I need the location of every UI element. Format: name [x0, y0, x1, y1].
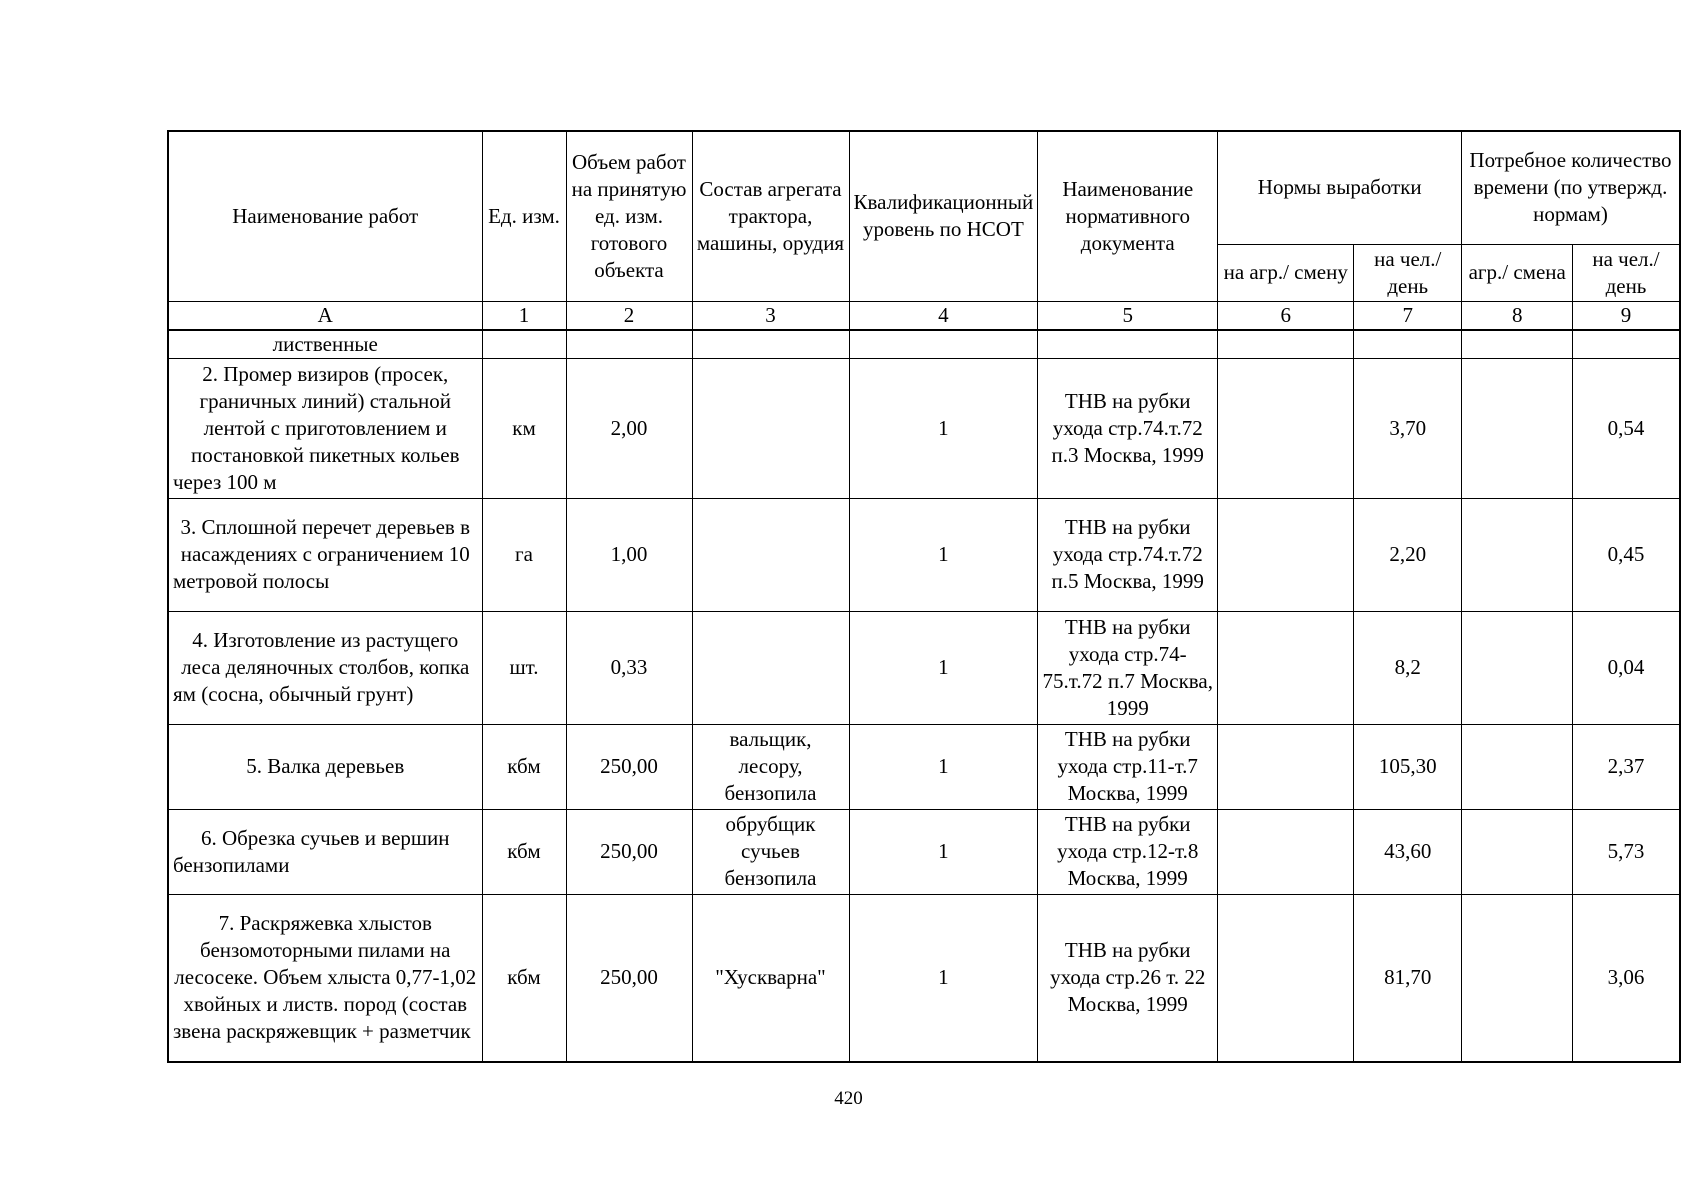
composition: "Хускварна" [692, 894, 849, 1062]
time-agr [1462, 358, 1573, 498]
work-name: лиственные [168, 330, 482, 359]
column-number-row [168, 301, 1680, 330]
norm-agr [1218, 611, 1354, 724]
qualification-level: 1 [849, 894, 1038, 1062]
unit: кбм [482, 809, 566, 894]
norm-agr [1218, 809, 1354, 894]
table-row [168, 330, 1680, 359]
qualification-level: 1 [849, 611, 1038, 724]
table-row [168, 498, 1680, 611]
work-name: 2. Промер визиров (просек, граничных линий) стальной лентой с приготовлением и постановкой пикетных кольев через 100 м [168, 358, 482, 498]
qualification-level: 1 [849, 358, 1038, 498]
column-number: 4 [849, 301, 1038, 330]
column-number: 7 [1354, 301, 1462, 330]
volume: 250,00 [566, 894, 692, 1062]
normative-document: ТНВ на рубки ухода стр.12-т.8 Москва, 1999 [1038, 809, 1218, 894]
norm-agr [1218, 724, 1354, 809]
normative-document: ТНВ на рубки ухода стр.74.т.72 п.3 Москва, 1999 [1038, 358, 1218, 498]
header-row-top [168, 131, 1680, 244]
norm-man: 3,70 [1354, 358, 1462, 498]
normative-document: ТНВ на рубки ухода стр.26 т. 22 Москва, 1999 [1038, 894, 1218, 1062]
header-work-name: Наименование работ [168, 131, 482, 301]
page-number: 420 [834, 1088, 863, 1109]
header-time-agr: агр./ смена [1462, 244, 1573, 301]
work-name: 7. Раскряжевка хлыстов бензомоторными пилами на лесосеке. Объем хлыста 0,77-1,02 хвойных и листв. пород (состав звена раскряжевщик + разметчик [168, 894, 482, 1062]
qualification-level: 1 [849, 809, 1038, 894]
norm-agr [1218, 894, 1354, 1062]
volume: 1,00 [566, 498, 692, 611]
table-row [168, 809, 1680, 894]
header-time-man: на чел./ день [1573, 244, 1680, 301]
column-number: 5 [1038, 301, 1218, 330]
time-agr [1462, 894, 1573, 1062]
norm-man: 105,30 [1354, 724, 1462, 809]
qualification-level: 1 [849, 498, 1038, 611]
qualification-level: 1 [849, 724, 1038, 809]
time-agr [1462, 809, 1573, 894]
time-man: 0,45 [1573, 498, 1680, 611]
composition [692, 498, 849, 611]
norm-man: 81,70 [1354, 894, 1462, 1062]
composition: обрубщик сучьев бензопила [692, 809, 849, 894]
volume: 2,00 [566, 358, 692, 498]
normative-document: ТНВ на рубки ухода стр.74.т.72 п.5 Москва, 1999 [1038, 498, 1218, 611]
time-man: 0,54 [1573, 358, 1680, 498]
normative-document [1038, 330, 1218, 359]
table-row [168, 724, 1680, 809]
time-man [1573, 330, 1680, 359]
column-number: 3 [692, 301, 849, 330]
header-composition: Состав агрегата трактора, машины, орудия [692, 131, 849, 301]
column-number: 1 [482, 301, 566, 330]
header-norm-man: на чел./ день [1354, 244, 1462, 301]
norm-agr [1218, 330, 1354, 359]
volume: 250,00 [566, 724, 692, 809]
normative-document: ТНВ на рубки ухода стр.74-75.т.72 п.7 Москва, 1999 [1038, 611, 1218, 724]
work-name: 6. Обрезка сучьев и вершин бензопилами [168, 809, 482, 894]
header-document: Наименование нормативного документа [1038, 131, 1218, 301]
composition [692, 330, 849, 359]
header-output-norms: Нормы выработки [1218, 131, 1462, 244]
volume [566, 330, 692, 359]
header-time-required: Потребное количество времени (по утвержд. нормам) [1462, 131, 1680, 244]
time-agr [1462, 611, 1573, 724]
norm-agr [1218, 358, 1354, 498]
work-name: 5. Валка деревьев [168, 724, 482, 809]
column-number: 6 [1218, 301, 1354, 330]
unit: кбм [482, 894, 566, 1062]
time-agr [1462, 498, 1573, 611]
norm-agr [1218, 498, 1354, 611]
time-agr [1462, 724, 1573, 809]
header-unit: Ед. изм. [482, 131, 566, 301]
time-man: 3,06 [1573, 894, 1680, 1062]
column-number: 9 [1573, 301, 1680, 330]
unit: км [482, 358, 566, 498]
volume: 250,00 [566, 809, 692, 894]
header-norm-agr: на агр./ смену [1218, 244, 1354, 301]
column-number: 2 [566, 301, 692, 330]
table-row [168, 358, 1680, 498]
composition [692, 611, 849, 724]
time-man: 0,04 [1573, 611, 1680, 724]
composition: вальщик, лесору, бензопила [692, 724, 849, 809]
norm-man [1354, 330, 1462, 359]
norm-man: 2,20 [1354, 498, 1462, 611]
unit [482, 330, 566, 359]
time-man: 5,73 [1573, 809, 1680, 894]
volume: 0,33 [566, 611, 692, 724]
norm-man: 43,60 [1354, 809, 1462, 894]
unit: кбм [482, 724, 566, 809]
work-name: 3. Сплошной перечет деревьев в насаждениях с ограничением 10 метровой полосы [168, 498, 482, 611]
time-man: 2,37 [1573, 724, 1680, 809]
column-number: А [168, 301, 482, 330]
work-name: 4. Изготовление из растущего леса деляночных столбов, копка ям (сосна, обычный грунт) [168, 611, 482, 724]
qualification-level [849, 330, 1038, 359]
composition [692, 358, 849, 498]
unit: га [482, 498, 566, 611]
norms-table [167, 130, 1681, 1063]
table-row [168, 894, 1680, 1062]
table-row [168, 611, 1680, 724]
unit: шт. [482, 611, 566, 724]
norm-man: 8,2 [1354, 611, 1462, 724]
header-volume: Объем работ на принятую ед. изм. готового объекта [566, 131, 692, 301]
header-qualification: Квалификационный уровень по НСОТ [849, 131, 1038, 301]
column-number: 8 [1462, 301, 1573, 330]
normative-document: ТНВ на рубки ухода стр.11-т.7 Москва, 1999 [1038, 724, 1218, 809]
time-agr [1462, 330, 1573, 359]
